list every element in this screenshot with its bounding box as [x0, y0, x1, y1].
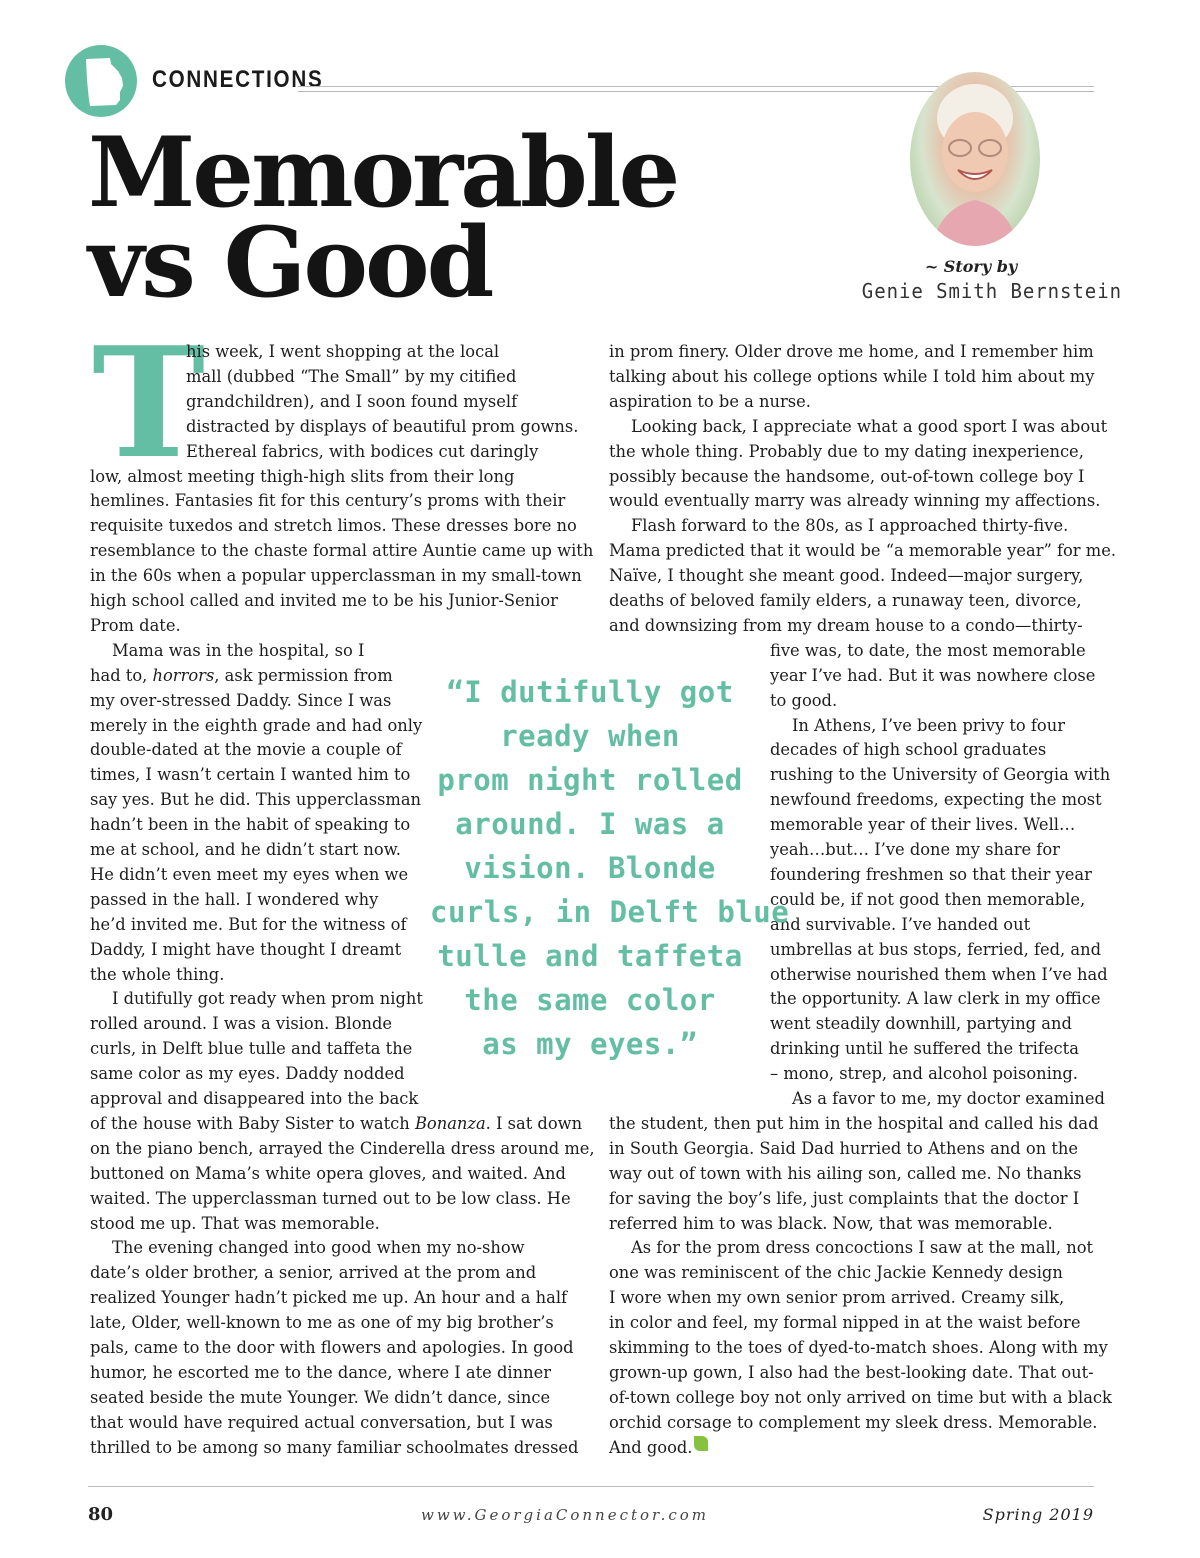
- portrait-illustration: [910, 72, 1040, 246]
- body-line: foundering freshmen so that their year: [770, 864, 1092, 884]
- pull-quote-line: prom night rolled: [437, 763, 743, 797]
- body-line: mall (dubbed “The Small” by my citified: [186, 366, 517, 386]
- body-line: way out of town with his ailing son, called me. No thanks: [609, 1163, 1082, 1183]
- pull-quote-line: as my eyes.”: [482, 1027, 698, 1061]
- body-line: orchid corsage to complement my sleek dress. Memorable.: [609, 1412, 1098, 1432]
- body-line: low, almost meeting thigh-high slits from their long: [90, 466, 515, 486]
- body-line: waited. The upperclassman turned out to be low class. He: [90, 1188, 571, 1208]
- page-number: 80: [88, 1504, 114, 1525]
- body-line: date’s older brother, a senior, arrived at the prom and: [90, 1263, 537, 1283]
- body-line: drinking until he suffered the trifecta: [770, 1039, 1079, 1059]
- pull-quote-line: curls, in Delft blue: [430, 895, 790, 929]
- emphasis-text: horrors: [152, 665, 215, 685]
- body-line: high school called and invited me to be his Junior-Senior: [90, 591, 558, 611]
- body-line: double-dated at the movie a couple of: [90, 740, 402, 760]
- pull-quote-line: around. I was a: [455, 807, 725, 841]
- footer-website: www.GeorgiaConnector.com: [420, 1506, 710, 1524]
- body-line: say yes. But he did. This upperclassman: [90, 790, 422, 810]
- body-line: deaths of beloved family elders, a runaway teen, divorce,: [609, 591, 1082, 611]
- pull-quote: [430, 670, 790, 1066]
- body-line: pals, came to the door with flowers and apologies. In good: [90, 1338, 574, 1358]
- body-line: in prom finery. Older drove me home, and I remember him: [609, 342, 1094, 361]
- body-line: passed in the hall. I wondered why: [90, 889, 379, 909]
- body-line-text: of the house with Baby Sister to watch: [90, 1113, 415, 1133]
- body-line: would eventually marry was already winning my affections.: [609, 491, 1101, 511]
- body-line: I dutifully got ready when prom night: [112, 989, 423, 1009]
- byline-author: Genie Smith Bernstein: [861, 279, 1122, 303]
- body-line: year I’ve had. But it was nowhere close: [770, 665, 1096, 685]
- body-line: hadn’t been in the habit of speaking to: [90, 815, 411, 835]
- body-line: As for the prom dress concoctions I saw at the mall, not: [631, 1238, 1094, 1258]
- pull-quote-line: “I dutifully got: [446, 675, 734, 709]
- body-line: memorable year of their lives. Well…: [770, 815, 1076, 835]
- article-headline: [88, 116, 678, 319]
- headline-line-2: vs Good: [88, 206, 492, 319]
- body-line: approval and disappeared into the back: [90, 1089, 419, 1109]
- emphasis-text: Bonanza: [414, 1113, 486, 1133]
- body-line: yeah…but… I’ve done my share for: [770, 840, 1060, 860]
- section-badge: [65, 45, 137, 117]
- body-line-text: . I sat down: [485, 1113, 583, 1133]
- body-line: in color and feel, my formal nipped in at the waist before: [609, 1313, 1081, 1333]
- body-line: decades of high school graduates: [770, 740, 1047, 760]
- body-line: that would have required actual conversation, but I was: [90, 1412, 553, 1432]
- body-line-text: , ask permission from: [214, 665, 393, 685]
- body-line: Ethereal fabrics, with bodices cut daringly: [186, 441, 539, 461]
- pull-quote-line: tulle and taffeta: [437, 939, 743, 973]
- body-line: talking about his college options while I told him about my: [609, 366, 1095, 386]
- body-line: In Athens, I’ve been privy to four: [792, 715, 1065, 735]
- body-line: my over-stressed Daddy. Since I was: [90, 690, 392, 710]
- body-line: the opportunity. A law clerk in my office: [770, 989, 1101, 1009]
- headline-line-1: Memorable: [88, 116, 678, 229]
- body-line: He didn’t even meet my eyes when we: [90, 864, 409, 884]
- body-line-text: had to,: [90, 665, 153, 685]
- body-line: and downsizing from my dream house to a condo—thirty-: [609, 615, 1083, 635]
- body-line: aspiration to be a nurse.: [609, 391, 811, 411]
- section-label: CONNECTIONS: [152, 66, 324, 93]
- body-line: could be, if not good then memorable,: [770, 889, 1086, 909]
- body-line: The evening changed into good when my no-show: [112, 1238, 525, 1258]
- pull-quote-line: ready when: [500, 719, 680, 753]
- body-line: he’d invited me. But for the witness of: [90, 914, 407, 934]
- body-line: Looking back, I appreciate what a good sport I was about: [631, 416, 1108, 436]
- body-line: the whole thing. Probably due to my dating inexperience,: [609, 441, 1084, 461]
- body-line: humor, he escorted me to the dance, where I ate dinner: [90, 1362, 551, 1382]
- body-line: curls, in Delft blue tulle and taffeta the: [90, 1039, 413, 1059]
- right-column-bottom: [609, 1112, 1112, 1461]
- body-line: – mono, strep, and alcohol poisoning.: [770, 1064, 1078, 1084]
- body-line: hemlines. Fantasies fit for this century’s proms with their: [90, 491, 566, 511]
- right-column-top: [609, 340, 1116, 639]
- body-line: realized Younger hadn’t picked me up. An hour and a half: [90, 1288, 568, 1308]
- body-line: thrilled to be among so many familiar schoolmates dressed: [90, 1437, 579, 1457]
- body-line: Mama was in the hospital, so I: [112, 640, 365, 660]
- body-line: the student, then put him in the hospital and called his dad: [609, 1113, 1099, 1133]
- body-line: in South Georgia. Said Dad hurried to Athens and on the: [609, 1138, 1079, 1158]
- body-line: stood me up. That was memorable.: [90, 1213, 380, 1233]
- body-line: buttoned on Mama’s white opera gloves, and waited. And: [90, 1163, 566, 1183]
- body-line: newfound freedoms, expecting the most: [770, 790, 1102, 810]
- body-line: went steadily downhill, partying and: [770, 1014, 1072, 1034]
- pull-quote-line: vision. Blonde: [464, 851, 716, 885]
- body-line: resemblance to the chaste formal attire Auntie came up with: [90, 541, 594, 561]
- body-line: in the 60s when a popular upperclassman in my small-town: [90, 566, 582, 586]
- body-line: I wore when my own senior prom arrived. Creamy silk,: [609, 1288, 1065, 1308]
- body-line: Daddy, I might have thought I dreamt: [90, 939, 402, 959]
- body-line: referred him to was black. Now, that was memorable.: [609, 1213, 1053, 1233]
- body-line: Naïve, I thought she meant good. Indeed—major surgery,: [609, 566, 1084, 586]
- leaf-end-mark-icon: [694, 1436, 708, 1451]
- body-line: times, I wasn’t certain I wanted him to: [90, 765, 411, 785]
- body-line: rushing to the University of Georgia with: [770, 765, 1111, 785]
- body-line: on the piano bench, arrayed the Cinderella dress around me,: [90, 1138, 595, 1158]
- body-line: same color as my eyes. Daddy nodded: [90, 1064, 405, 1084]
- body-line: skimming to the toes of dyed-to-match shoes. Along with my: [609, 1338, 1108, 1358]
- body-line: distracted by displays of beautiful prom gowns.: [186, 416, 579, 436]
- left-column-full-2: [90, 1112, 595, 1461]
- author-portrait: [910, 72, 1040, 246]
- body-line: and survivable. I’ve handed out: [770, 914, 1031, 934]
- body-line: Mama predicted that it would be “a memorable year” for me.: [609, 541, 1117, 561]
- body-line: requisite tuxedos and stretch limos. These dresses bore no: [90, 516, 577, 536]
- right-column-narrow: [770, 639, 1110, 1112]
- left-column-full-1: [90, 465, 593, 639]
- left-column-narrow: [90, 639, 423, 1112]
- body-line: As a favor to me, my doctor examined: [792, 1089, 1105, 1109]
- byline-label: ~ Story by: [924, 257, 1018, 276]
- footer-issue: Spring 2019: [982, 1505, 1094, 1524]
- body-line: late, Older, well-known to me as one of my big brother’s: [90, 1313, 554, 1333]
- body-line: otherwise nourished them when I’ve had: [770, 964, 1108, 984]
- body-line: seated beside the mute Younger. We didn’t dance, since: [90, 1387, 551, 1407]
- body-line: of-town college boy not only arrived on time but with a black: [609, 1387, 1112, 1407]
- body-line: possibly because the handsome, out-of-town college boy I: [609, 466, 1085, 486]
- body-line: And good.: [609, 1437, 693, 1457]
- body-line: five was, to date, the most memorable: [770, 640, 1086, 660]
- body-line: merely in the eighth grade and had only: [90, 715, 423, 735]
- body-line: for saving the boy’s life, just complaints that the doctor I: [609, 1188, 1080, 1208]
- body-line: rolled around. I was a vision. Blonde: [90, 1014, 393, 1034]
- body-line: Flash forward to the 80s, as I approached thirty-five.: [631, 516, 1069, 536]
- body-line: [90, 1112, 595, 1137]
- body-line: grandchildren), and I soon found myself: [186, 391, 518, 411]
- body-line: me at school, and he didn’t start now.: [90, 840, 401, 860]
- body-line: umbrellas at bus stops, ferried, fed, and: [770, 939, 1101, 959]
- pull-quote-line: the same color: [464, 983, 716, 1017]
- body-line: the whole thing.: [90, 964, 225, 984]
- body-line: to good.: [770, 690, 838, 710]
- georgia-state-icon: [65, 45, 137, 117]
- body-line: [90, 664, 423, 689]
- body-line: his week, I went shopping at the local: [186, 342, 500, 361]
- body-line: grown-up gown, I also had the best-looking date. That out-: [609, 1362, 1094, 1382]
- drop-cap: T: [92, 313, 206, 492]
- footer-rule: [88, 1486, 1094, 1487]
- body-line: Prom date.: [90, 615, 181, 635]
- body-line: one was reminiscent of the chic Jackie Kennedy design: [609, 1263, 1063, 1283]
- left-column-intro: [186, 340, 578, 465]
